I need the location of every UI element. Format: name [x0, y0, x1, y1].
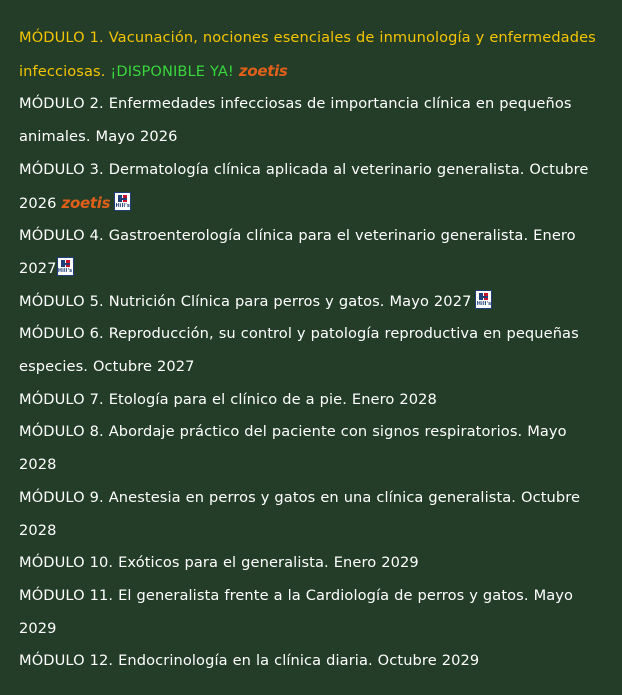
module-item-11 [19, 580, 608, 645]
zoetis-logo: zoetis [61, 193, 111, 212]
hills-logo-icon: Hill's [114, 192, 131, 211]
module-2-text: MÓDULO 2. Enfermedades infecciosas de importancia clínica en pequeños animales. Mayo 2026 [19, 95, 572, 146]
module-item-1 [19, 22, 608, 88]
hills-logo-icon: Hill's [475, 290, 492, 309]
module-item-2 [19, 88, 608, 153]
module-item-3 [19, 154, 608, 220]
module-item-4 [19, 220, 608, 285]
module-11-text: MÓDULO 11. El generalista frente a la Cardiología de perros y gatos. Mayo 2029 [19, 586, 574, 637]
module-item-9 [19, 482, 608, 547]
module-12-text: MÓDULO 12. Endocrinología en la clínica diaria. Octubre 2029 [19, 652, 480, 670]
module-item-10 [19, 547, 608, 580]
module-5-text: MÓDULO 5. Nutrición Clínica para perros y gatos. Mayo 2027 [19, 292, 472, 310]
hills-logo-icon: Hill's [57, 257, 74, 276]
module-3-text: MÓDULO 3. Dermatología clínica aplicada al veterinario generalista. Octubre 2026 [19, 160, 589, 212]
module-item-8 [19, 416, 608, 481]
available-now-badge[interactable]: ¡DISPONIBLE YA! [110, 62, 234, 80]
zoetis-logo: zoetis [238, 61, 288, 80]
module-7-text: MÓDULO 7. Etología para el clínico de a pie. Enero 2028 [19, 390, 437, 408]
module-item-5 [19, 286, 608, 319]
module-10-text: MÓDULO 10. Exóticos para el generalista. Enero 2029 [19, 554, 419, 572]
module-4-text: MÓDULO 4. Gastroenterología clínica para el veterinario generalista. Enero 2027 [19, 227, 576, 277]
module-6-text: MÓDULO 6. Reproducción, su control y patología reproductiva en pequeñas especies. Octubre 2027 [19, 325, 579, 376]
module-9-text: MÓDULO 9. Anestesia en perros y gatos en una clínica generalista. Octubre 2028 [19, 488, 581, 539]
module-item-7 [19, 384, 608, 417]
module-8-text: MÓDULO 8. Abordaje práctico del paciente con signos respiratorios. Mayo 2028 [19, 423, 567, 474]
module-1-text: MÓDULO 1. Vacunación, nociones esenciales de inmunología y enfermedades infecciosas. [19, 29, 596, 80]
module-item-6 [19, 318, 608, 383]
module-item-12 [19, 645, 608, 678]
